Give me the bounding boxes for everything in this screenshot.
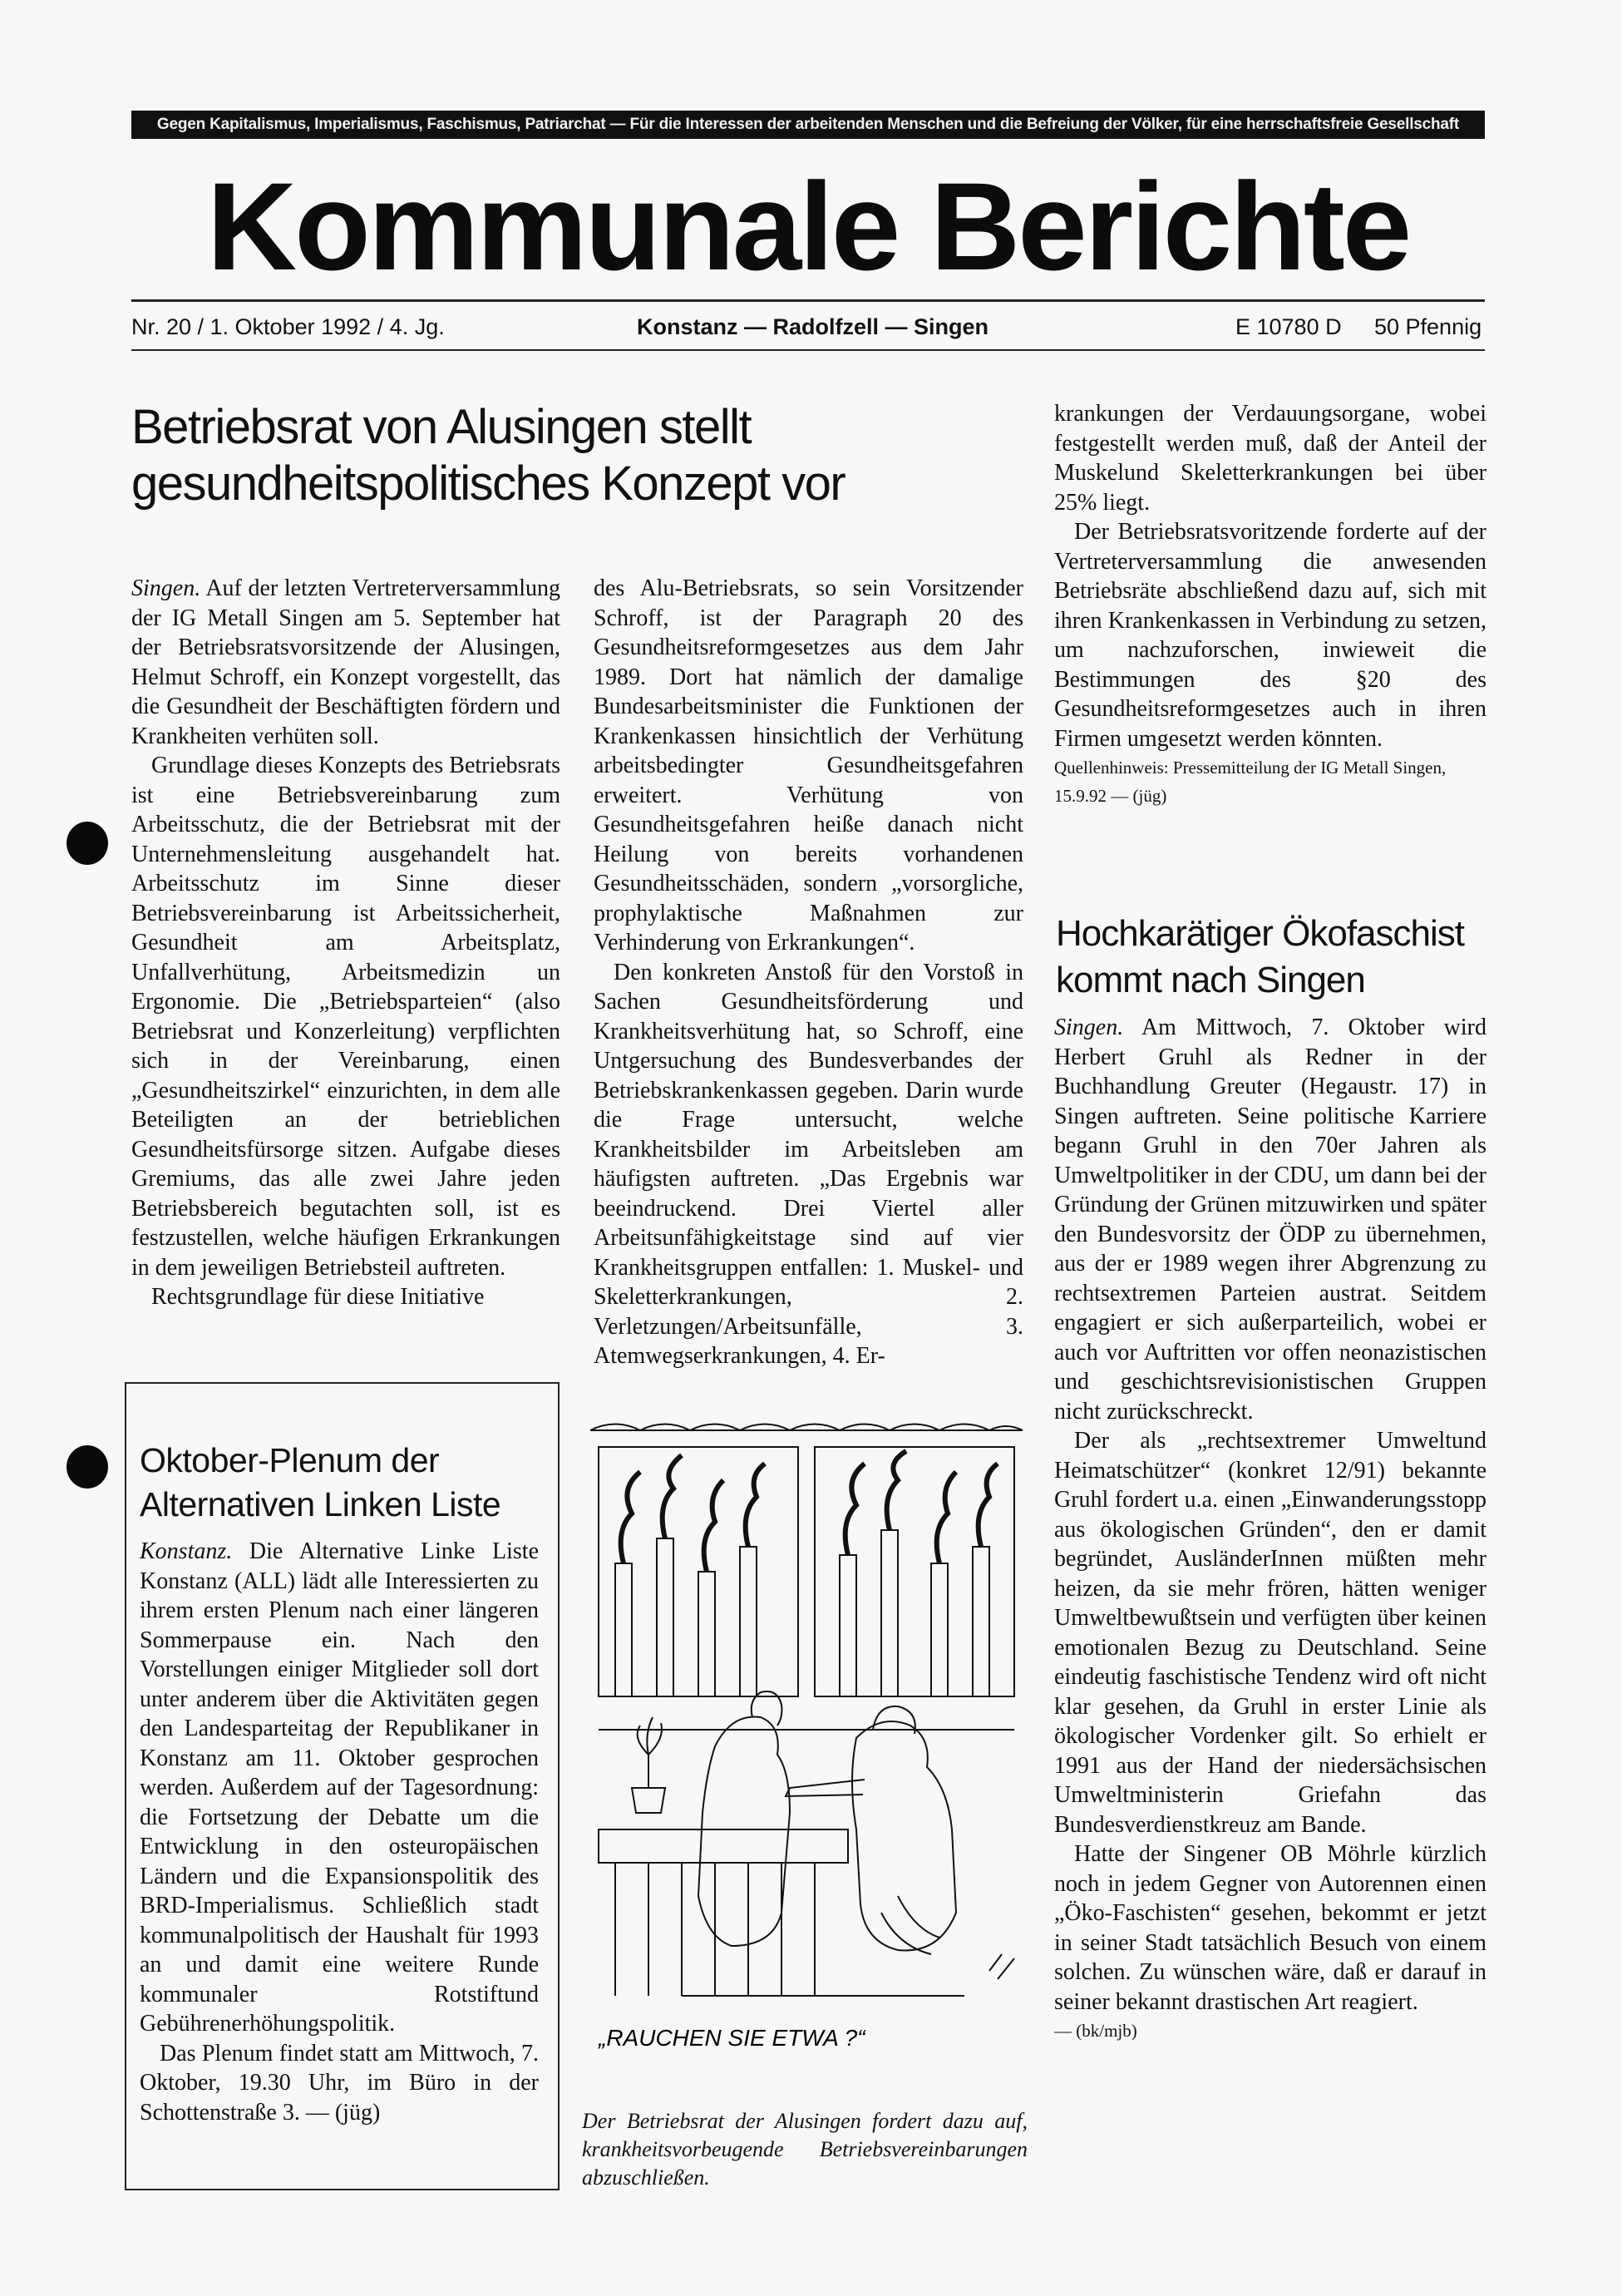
author-sign: — (bk/mjb) xyxy=(1054,2021,1137,2041)
price: 50 Pfennig xyxy=(1374,314,1482,339)
paragraph: Konstanz. Die Alternative Linke Liste Konstanz (ALL) lädt alle Interessierten zu ihrem ersten Plenum nach einer längeren Sommerpause ein. Nach den Vorstellungen einiger Mitglieder soll dort unter anderem über die Aktivitäten gegen den Landesparteitag der Republikaner in Konstanz am 11. Oktober gesprochen werden. Außerdem auf der Tagesordnung: die Fortsetzung der Debatte um die Entwicklung in den osteuropäischen Ländern und die Expansionspolitik des BRD-Imperialismus. Schließlich stadt kommunalpolitisch der Haushalt für 1993 an und damit eine weitere Runde kommunaler Rotstiftund Gebührenerhöhungspolitik. xyxy=(140,1538,539,2037)
cartoon-illustration xyxy=(582,1397,1031,2062)
paragraph: Singen. Auf der letzten Vertreterversammlung der IG Metall Singen am 5. September hat der Betriebsratsvorsitzende der Alusingen, Helmut Schroff, ein Konzept vorgestellt, das die Gesundheit der Beschäftigten fördern und Krankheiten verhüten soll. xyxy=(131,575,560,749)
paragraph: Der als „rechtsextremer Umweltund Heimatschützer“ (konkret 12/91) bekannte Gruhl fordert u.a. einen „Einwanderungsstopp aus ökologischen Gründen“, den er damit begründet, AusländerInnen müßten mehr heizen, da sie mehr frören, hätten weniger Umweltbewußtsein und verfügten über keinen emotionalen Bezug zu Deutschland. Seine eindeutig faschistische Tendenz wird oft nicht klar gesehen, da Gruhl in erster Linie als ökologischer Vordenker gilt. So erhielt er 1991 aus der Hand der niedersächsischen Umweltministerin Griefahn das Bundesverdienstkreuz am Bande. xyxy=(1054,1428,1486,1838)
side-article-body xyxy=(1054,1013,1486,2045)
paragraph: Hatte der Singener OB Möhrle kürzlich noch in jedem Gegner von Autorennen einen „Öko-Faschisten“ gesehen, bekommt er jetzt in seiner Stadt tatsächlich Besuch von einem solchen. Zu wünschen wäre, daß er darauf in seiner bekannt drastischen Art reagiert. xyxy=(1054,1841,1486,2015)
side-headline: Hochkarätiger Ökofaschist kommt nach Singen xyxy=(1056,913,1464,1000)
source-note: Quellenhinweis: Pressemitteilung der IG Metall Singen, 15.9.92 — (jüg) xyxy=(1054,758,1447,806)
newspaper-title: Kommunale Berichte xyxy=(206,156,1410,296)
paragraph: Grundlage dieses Konzepts des Betriebsrats ist eine Betriebsvereinbarung zum Arbeitsschutz, die der Betriebsrat mit der Unternehmensleitung ausgehandelt hat. Arbeitsschutz im Sinne dieser Betriebsvereinbarung ist Arbeitssicherheit, Gesundheit am Arbeitsplatz, Unfallverhütung, Arbeitsmedizin un Ergonomie. Die „Betriebsparteien“ (also Betriebsrat und Konzerleitung) verpflichten sich in der Vereinbarung, einen „Gesundheitszirkel“ einzurichten, in dem alle Beteiligten an der betrieblichen Gesundheitsfürsorge sitzen. Aufgabe dieses Gremiums, das alle zwei Jahre jeden Betriebsbereich begutachten soll, ist es festzustellen, welche häufigen Erkrankungen in dem jeweiligen Betriebsteil auftreten. xyxy=(131,753,560,1281)
punch-hole xyxy=(67,1445,108,1489)
paragraph: Rechtsgrundlage für diese Initiative xyxy=(151,1284,485,1310)
lead-column-2 xyxy=(594,574,1023,1371)
postal-code: E 10780 D xyxy=(1235,314,1342,339)
paragraph: des Alu-Betriebsrats, so sein Vorsitzender Schroff, ist der Paragraph 20 des Gesundheitsreformgesetzes aus dem Jahr 1989. Dort hat nämlich der damalige Bundesarbeitsminister die Funktionen der Krankenkassen hinsichtlich der Verhütung arbeitsbedingter Gesundheitsgefahren erweitert. Verhütung von Gesundheitsgefahren heiße danach nicht Heilung von bereits vorhandenen Gesundheitsschäden, sondern „vorsorgliche, prophylaktische Maßnahmen zur Verhinderung von Erkrankungen“. xyxy=(594,575,1023,955)
lead-column-1 xyxy=(131,574,560,1312)
cartoon-speech: „RAUCHEN SIE ETWA ?“ xyxy=(599,2025,865,2051)
masthead-banner: Gegen Kapitalismus, Imperialismus, Faschismus, Patriarchat — Für die Interessen der arbeitenden Menschen und die Befreiung der Völker, für eine herrschaftsfreie Gesellschaft xyxy=(131,111,1485,139)
paragraph: Das Plenum findet statt am Mittwoch, 7. Oktober, 19.30 Uhr, im Büro in der Schottenstraße 3. — (jüg) xyxy=(140,2040,539,2126)
paragraph: Den konkreten Anstoß für den Vorstoß in Sachen Gesundheitsförderung und Krankheitsverhütung hat, so Schroff, eine Untgersuchung des Bundesverbandes der Betriebskrankenkassen gegeben. Darin wurde die Frage untersucht, welche Krankheitsbilder im Arbeitsleben am häufigsten auftreten. „Das Ergebnis war beeindruckend. Drei Viertel aller Arbeitsunfähigkeitstage sind auf vier Krankheitsgruppen entfallen: 1. Muskel- und Skeletterkrankungen, 2. Verletzungen/Arbeitsunfälle, 3. Atemwegserkrankungen, 4. Er- xyxy=(594,959,1023,1369)
punch-hole xyxy=(67,822,108,865)
dateline xyxy=(131,310,1485,343)
paragraph: Der Betriebsratsvoritzende forderte auf der Vertreterversammlung die anwesenden Betriebsräte abschließend dazu auf, sich mit ihren Krankenkassen in Verbindung zu setzen, um nachzuforschen, inwieweit die Bestimmungen des §20 des Gesundheitsreformgesetzes auch in ihren Firmen umgesetzt werden könnten. xyxy=(1054,519,1486,752)
lead-headline: Betriebsrat von Alusingen stellt gesundheitspolitisches Konzept vor xyxy=(131,400,846,511)
paragraph: Singen. Am Mittwoch, 7. Oktober wird Herbert Gruhl als Redner in der Buchhandlung Greuter (Hegaustr. 17) in Singen auftreten. Seine politische Karriere begann Gruhl in den 70er Jahren als Umweltpolitiker in der CDU, um dann bei der Gründung der Grünen mitzuwirken und später den Bundesvorsitz der ÖDP zu übernehmen, aus der er 1989 wegen ihrer Abgrenzung zu rechtsextremen Parteien austrat. Seitdem engagiert er sich außerparteilich, wobei er auch vor Auftritten vor offen neonazistischen und geschichtsrevisionistischen Gruppen nicht zurückschreckt. xyxy=(1054,1015,1486,1425)
masthead-rule-bottom xyxy=(131,349,1485,351)
lead-column-3 xyxy=(1054,399,1486,810)
issue-number: Nr. 20 / 1. Oktober 1992 / 4. Jg. xyxy=(131,314,445,339)
box-headline: Oktober-Plenum der Alternativen Linken Liste xyxy=(140,1441,501,1523)
masthead-rule-top xyxy=(131,299,1485,302)
edition-cities: Konstanz — Radolfzell — Singen xyxy=(637,314,989,339)
cartoon-caption: Der Betriebsrat der Alusingen fordert dazu auf, krankheitsvorbeugende Betriebsvereinbarungen abzuschließen. xyxy=(582,2109,1028,2190)
paragraph: krankungen der Verdauungsorgane, wobei festgestellt werden muß, daß der Anteil der Muskelund Skeletterkrankungen bei über 25% liegt. xyxy=(1054,401,1486,516)
box-body xyxy=(140,1537,539,2127)
